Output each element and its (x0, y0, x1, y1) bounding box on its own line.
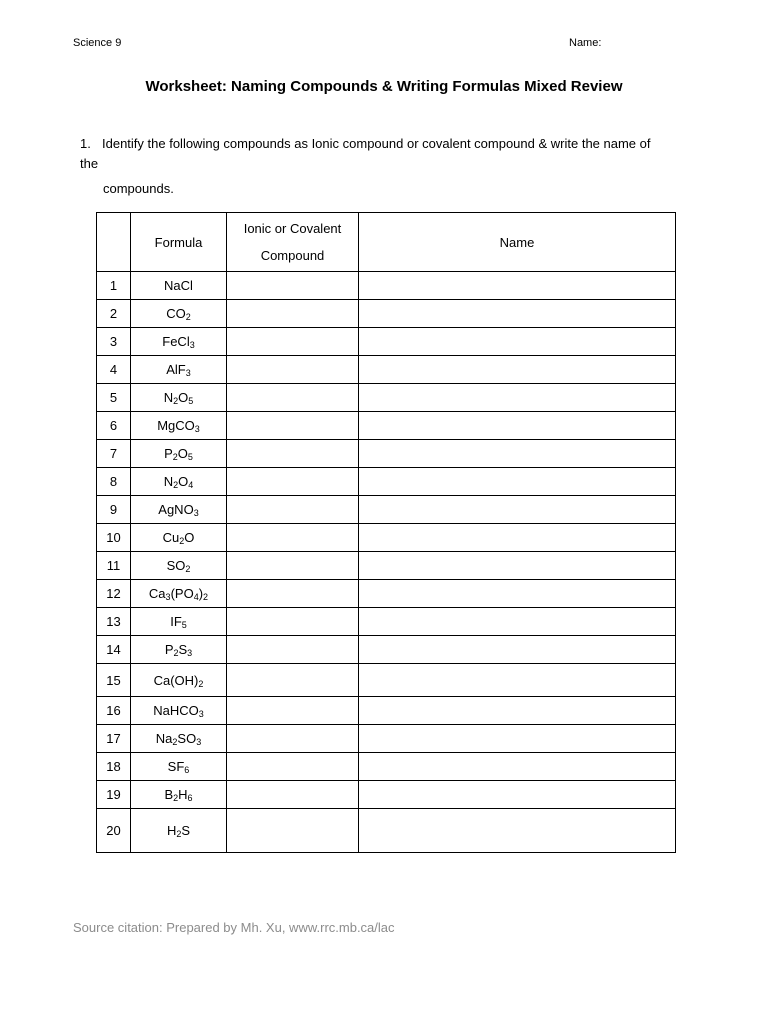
formula-text: SO (166, 558, 186, 573)
formula-cell (131, 636, 227, 664)
type-answer-cell[interactable] (227, 496, 359, 524)
table-row (97, 272, 676, 300)
header-formula: Formula (131, 213, 227, 272)
formula-cell (131, 524, 227, 552)
type-answer-cell[interactable] (227, 608, 359, 636)
formula-text: ) (198, 586, 204, 601)
table-row (97, 608, 676, 636)
formula-subscript: 2 (173, 648, 179, 658)
row-number: 13 (97, 608, 131, 636)
row-number: 8 (97, 468, 131, 496)
row-number: 5 (97, 384, 131, 412)
type-answer-cell[interactable] (227, 753, 359, 781)
formula-subscript: 4 (188, 480, 194, 490)
name-answer-cell[interactable] (359, 356, 676, 384)
question-line-3: compounds. (103, 181, 174, 196)
question-text: Identify the following compounds as Ionic compound or covalent compound & write the name of (102, 136, 651, 151)
compounds-table (96, 212, 676, 853)
formula-cell (131, 725, 227, 753)
formula-subscript: 2 (185, 564, 191, 574)
name-answer-cell[interactable] (359, 328, 676, 356)
formula-text: N (163, 390, 174, 405)
name-answer-cell[interactable] (359, 697, 676, 725)
formula-text: AgNO (158, 502, 194, 517)
row-number: 15 (97, 664, 131, 697)
header-type-line-1: Ionic or Covalent (243, 221, 342, 236)
table-row (97, 636, 676, 664)
type-answer-cell[interactable] (227, 809, 359, 853)
name-answer-cell[interactable] (359, 524, 676, 552)
type-answer-cell[interactable] (227, 356, 359, 384)
name-answer-cell[interactable] (359, 440, 676, 468)
formula-cell (131, 272, 227, 300)
formula-subscript: 2 (172, 737, 178, 747)
course-label: Science 9 (73, 37, 122, 49)
type-answer-cell[interactable] (227, 697, 359, 725)
name-answer-cell[interactable] (359, 468, 676, 496)
question-line-2: the (80, 156, 99, 171)
table-row (97, 440, 676, 468)
formula-cell (131, 356, 227, 384)
name-answer-cell[interactable] (359, 725, 676, 753)
header-type (227, 213, 359, 272)
name-answer-cell[interactable] (359, 384, 676, 412)
formula-cell (131, 580, 227, 608)
formula-cell (131, 664, 227, 697)
type-answer-cell[interactable] (227, 524, 359, 552)
table-row (97, 753, 676, 781)
formula-text: Ca(OH) (153, 672, 199, 688)
table-row (97, 496, 676, 524)
formula-text: P (164, 642, 174, 657)
formula-text: Ca (148, 586, 166, 601)
formula-text: H (178, 787, 188, 802)
type-answer-cell[interactable] (227, 384, 359, 412)
formula-text: Cu (162, 530, 180, 545)
name-answer-cell[interactable] (359, 781, 676, 809)
formula-cell (131, 440, 227, 468)
row-number: 4 (97, 356, 131, 384)
formula-subscript: 2 (172, 452, 178, 462)
formula-subscript: 2 (173, 793, 179, 803)
table-row (97, 300, 676, 328)
formula-subscript: 2 (173, 480, 179, 490)
formula-subscript: 2 (173, 396, 179, 406)
table-row (97, 552, 676, 580)
formula-subscript: 5 (187, 452, 193, 462)
formula-text: IF (170, 614, 182, 629)
formula-subscript: 2 (198, 678, 204, 689)
formula-text: B (164, 787, 174, 802)
formula-text: FeCl (162, 334, 190, 349)
table-header-row (97, 213, 676, 272)
formula-text: MgCO (157, 418, 195, 433)
formula-cell (131, 412, 227, 440)
type-answer-cell[interactable] (227, 328, 359, 356)
source-citation: Source citation: Prepared by Mh. Xu, www.rrc.mb.ca/lac (73, 920, 395, 935)
type-answer-cell[interactable] (227, 412, 359, 440)
formula-text: H (166, 823, 177, 838)
name-answer-cell[interactable] (359, 272, 676, 300)
row-number: 11 (97, 552, 131, 580)
formula-subscript: 3 (198, 709, 204, 719)
table-row (97, 468, 676, 496)
header-number (97, 213, 131, 272)
type-answer-cell[interactable] (227, 725, 359, 753)
formula-cell (131, 781, 227, 809)
formula-subscript: 5 (188, 396, 194, 406)
formula-subscript: 2 (179, 536, 185, 546)
formula-cell (131, 328, 227, 356)
row-number: 10 (97, 524, 131, 552)
formula-cell (131, 468, 227, 496)
row-number: 2 (97, 300, 131, 328)
formula-cell (131, 608, 227, 636)
name-answer-cell[interactable] (359, 552, 676, 580)
formula-subscript: 3 (185, 368, 191, 378)
formula-text: S (178, 642, 188, 657)
formula-text: O (178, 474, 189, 489)
formula-subscript: 4 (193, 592, 199, 602)
formula-cell (131, 552, 227, 580)
formula-subscript: 2 (176, 829, 182, 839)
row-number: 19 (97, 781, 131, 809)
row-number: 14 (97, 636, 131, 664)
type-answer-cell[interactable] (227, 552, 359, 580)
formula-text: O (184, 530, 195, 545)
formula-subscript: 5 (181, 620, 187, 630)
row-number: 6 (97, 412, 131, 440)
formula-text: N (163, 474, 174, 489)
type-answer-cell[interactable] (227, 468, 359, 496)
formula-text: Na (155, 731, 173, 746)
table-row (97, 725, 676, 753)
row-number: 12 (97, 580, 131, 608)
type-answer-cell[interactable] (227, 781, 359, 809)
type-answer-cell[interactable] (227, 636, 359, 664)
table-row (97, 384, 676, 412)
formula-subscript: 3 (165, 592, 171, 602)
formula-cell (131, 697, 227, 725)
name-answer-cell[interactable] (359, 412, 676, 440)
row-number: 1 (97, 272, 131, 300)
type-answer-cell[interactable] (227, 300, 359, 328)
header-name: Name (359, 213, 676, 272)
formula-text: O (177, 446, 188, 461)
formula-subscript: 6 (184, 765, 190, 775)
formula-text: SF (167, 759, 185, 774)
table-row (97, 809, 676, 853)
table-row (97, 412, 676, 440)
name-answer-cell[interactable] (359, 809, 676, 853)
row-number: 3 (97, 328, 131, 356)
formula-text: NaCl (164, 278, 193, 293)
table-row (97, 781, 676, 809)
table-row (97, 524, 676, 552)
name-answer-cell[interactable] (359, 636, 676, 664)
row-number: 17 (97, 725, 131, 753)
formula-text: SO (177, 731, 197, 746)
formula-text: (PO (170, 586, 194, 601)
type-answer-cell[interactable] (227, 664, 359, 697)
row-number: 9 (97, 496, 131, 524)
name-label: Name: (569, 37, 602, 49)
type-answer-cell[interactable] (227, 272, 359, 300)
formula-cell (131, 300, 227, 328)
row-number: 18 (97, 753, 131, 781)
formula-cell (131, 753, 227, 781)
compounds-table-body (97, 213, 676, 853)
formula-text: S (181, 823, 191, 838)
name-answer-cell[interactable] (359, 496, 676, 524)
type-answer-cell[interactable] (227, 580, 359, 608)
type-answer-cell[interactable] (227, 440, 359, 468)
formula-subscript: 3 (187, 648, 193, 658)
formula-cell (131, 384, 227, 412)
formula-subscript: 3 (194, 424, 200, 434)
name-answer-cell[interactable] (359, 753, 676, 781)
formula-text: CO (166, 306, 186, 321)
table-row (97, 664, 676, 697)
formula-cell (131, 496, 227, 524)
formula-text: AlF (166, 362, 186, 377)
formula-subscript: 3 (189, 340, 195, 350)
row-number: 16 (97, 697, 131, 725)
question-line-1 (80, 136, 650, 151)
row-number: 7 (97, 440, 131, 468)
formula-cell (131, 809, 227, 853)
table-row (97, 697, 676, 725)
header-type-line-2: Compound (260, 248, 325, 263)
name-answer-cell[interactable] (359, 664, 676, 697)
formula-subscript: 6 (187, 793, 193, 803)
formula-text: O (178, 390, 189, 405)
question-number: 1. (80, 136, 91, 151)
formula-text: P (164, 446, 173, 461)
name-answer-cell[interactable] (359, 608, 676, 636)
formula-subscript: 3 (193, 508, 199, 518)
table-row (97, 356, 676, 384)
table-row (97, 328, 676, 356)
name-answer-cell[interactable] (359, 300, 676, 328)
name-answer-cell[interactable] (359, 580, 676, 608)
formula-subscript: 2 (185, 312, 191, 322)
table-row (97, 580, 676, 608)
formula-subscript: 2 (203, 592, 209, 602)
worksheet-title: Worksheet: Naming Compounds & Writing Formulas Mixed Review (145, 78, 623, 95)
formula-subscript: 3 (196, 737, 202, 747)
row-number: 20 (97, 809, 131, 853)
formula-text: NaHCO (153, 703, 199, 718)
